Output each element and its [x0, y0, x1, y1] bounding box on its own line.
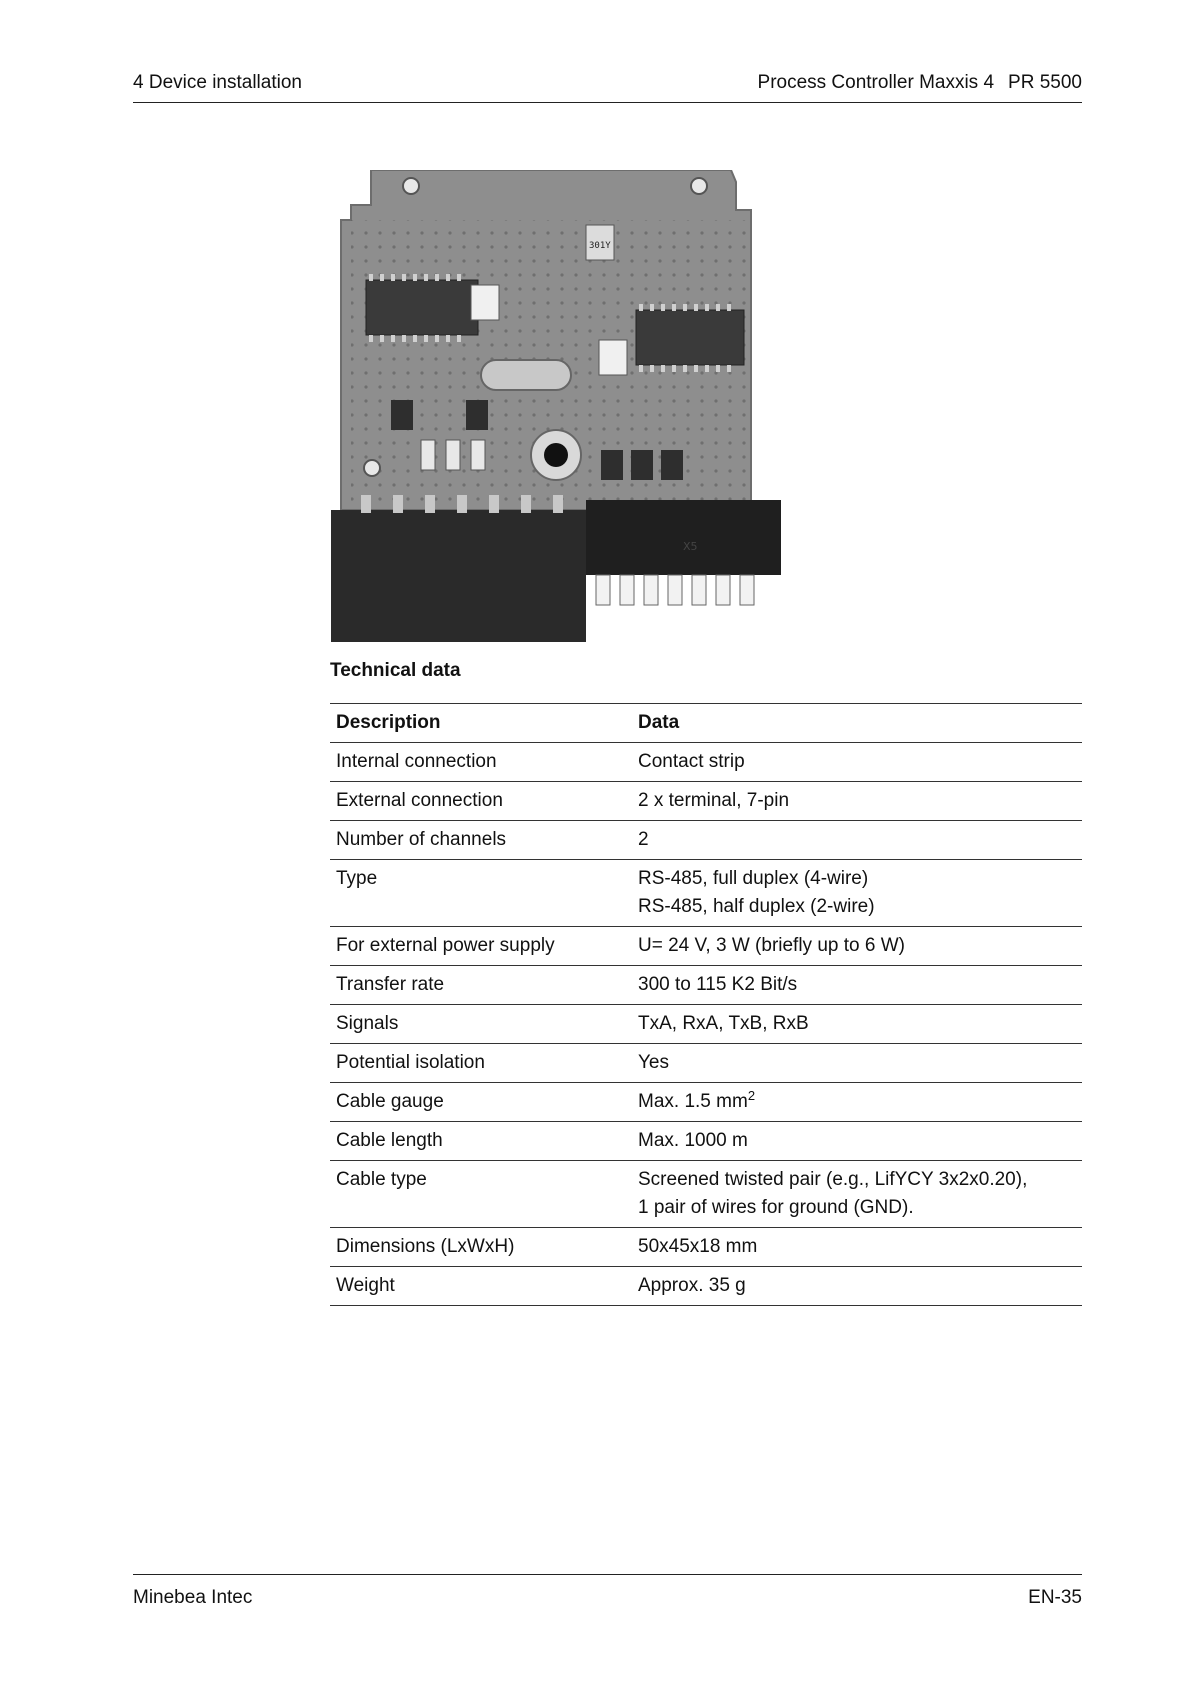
row-data: Yes: [632, 1044, 1082, 1083]
row-data: [632, 1161, 1082, 1228]
table-row: [330, 743, 1082, 782]
row-description: External connection: [330, 782, 632, 821]
page-number: EN-35: [1028, 1587, 1082, 1608]
row-data-line: RS-485, full duplex (4-wire): [638, 868, 869, 889]
table-row: [330, 1267, 1082, 1306]
row-description: Number of channels: [330, 821, 632, 860]
row-description: Signals: [330, 1005, 632, 1044]
table-row: [330, 782, 1082, 821]
row-data: 2 x terminal, 7-pin: [632, 782, 1082, 821]
row-data: [632, 1083, 1082, 1122]
section-title: Technical data: [330, 660, 461, 681]
header-product: [758, 72, 1082, 94]
row-data-superscript: 2: [747, 1088, 756, 1103]
row-description: For external power supply: [330, 927, 632, 966]
row-data-line: 1 pair of wires for ground (GND).: [638, 1197, 914, 1218]
row-description: Cable length: [330, 1122, 632, 1161]
row-description: Type: [330, 860, 632, 927]
svg-text:X5: X5: [683, 540, 698, 553]
row-data-line: Screened twisted pair (e.g., LifYCY 3x2x0.20),: [638, 1169, 1028, 1190]
header-data: Data: [632, 704, 1082, 743]
row-data: Max. 1000 m: [632, 1122, 1082, 1161]
table-row: [330, 1122, 1082, 1161]
table-row: [330, 1044, 1082, 1083]
row-data: [632, 860, 1082, 927]
row-data: Approx. 35 g: [632, 1267, 1082, 1306]
row-data: 300 to 115 K2 Bit/s: [632, 966, 1082, 1005]
header-description: Description: [330, 704, 632, 743]
row-data: 50x45x18 mm: [632, 1228, 1082, 1267]
table-row: [330, 860, 1082, 927]
header-section: 4 Device installation: [133, 72, 302, 93]
table-row: [330, 1228, 1082, 1267]
table-row: [330, 1005, 1082, 1044]
row-description: Cable gauge: [330, 1083, 632, 1122]
row-description: Cable type: [330, 1161, 632, 1228]
table-row: [330, 1083, 1082, 1122]
table-row: [330, 821, 1082, 860]
row-description: Dimensions (LxWxH): [330, 1228, 632, 1267]
table-row: [330, 1161, 1082, 1228]
row-data: U= 24 V, 3 W (briefly up to 6 W): [632, 927, 1082, 966]
header-product-name: Process Controller Maxxis 4: [757, 72, 995, 93]
table-row: [330, 966, 1082, 1005]
table-header-row: [330, 704, 1082, 743]
page-header: [133, 68, 1082, 103]
row-description: Potential isolation: [330, 1044, 632, 1083]
table-row: [330, 927, 1082, 966]
circuit-board-photo: [331, 170, 781, 642]
row-data-value: Max. 1.5 mm: [638, 1091, 748, 1112]
svg-text:301Y: 301Y: [589, 241, 611, 251]
technical-data-table: [330, 703, 1082, 1306]
page-footer: [133, 1574, 1082, 1615]
header-model: PR 5500: [1008, 72, 1082, 93]
footer-company: Minebea Intec: [133, 1587, 253, 1608]
row-data: 2: [632, 821, 1082, 860]
row-data: Contact strip: [632, 743, 1082, 782]
row-description: Weight: [330, 1267, 632, 1306]
row-data: TxA, RxA, TxB, RxB: [632, 1005, 1082, 1044]
row-description: Internal connection: [330, 743, 632, 782]
row-description: Transfer rate: [330, 966, 632, 1005]
row-data-line: RS-485, half duplex (2-wire): [638, 896, 875, 917]
